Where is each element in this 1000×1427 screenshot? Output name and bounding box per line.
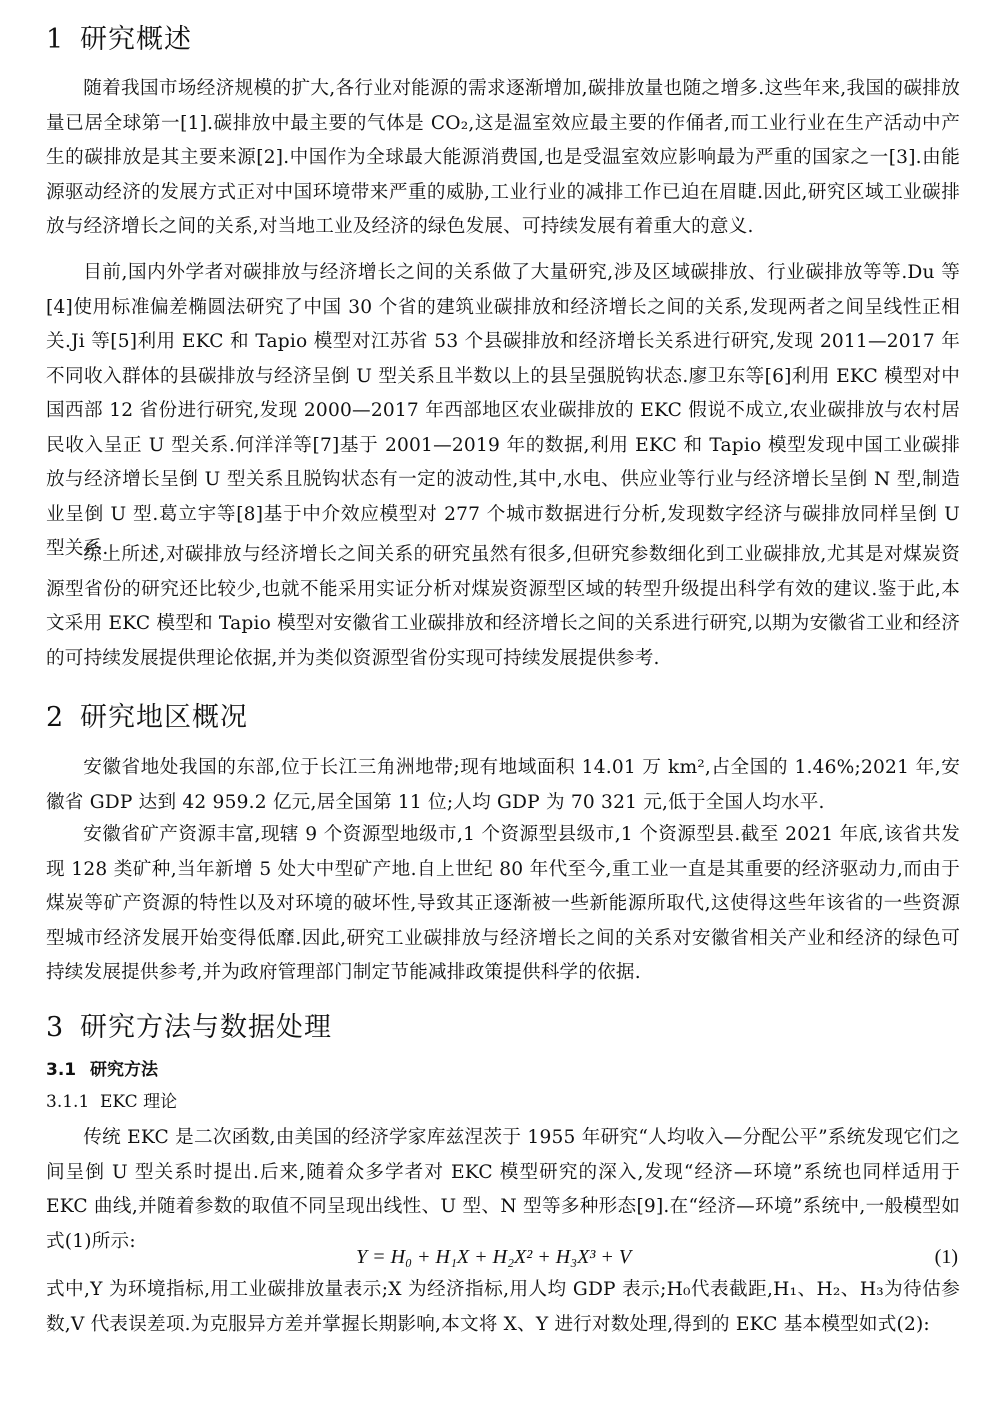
- paragraph: 安徽省地处我国的东部,位于长江三角洲地带;现有地域面积 14.01 万 km²,占全国的 1.46%;2021 年,安徽省 GDP 达到 42 959.2 亿元,居全国第 11 位;人均 GDP 为 70 321 元,低于全国人均水平.: [46, 757, 960, 813]
- paragraph: 式中,Y 为环境指标,用工业碳排放量表示;X 为经济指标,用人均 GDP 表示;H₀代表截距,H₁、H₂、H₃为待估参数,V 代表误差项.为克服异方差并掌握长期影响,本文将 X、Y 进行对数处理,得到的 EKC 基本模型如式(2):: [46, 1279, 960, 1335]
- equation-number: (1): [934, 1246, 958, 1268]
- paragraph: 安徽省矿产资源丰富,现辖 9 个资源型地级市,1 个资源型县级市,1 个资源型县.截至 2021 年底,该省共发现 128 类矿种,当年新增 5 处大中型矿产地.自上世纪 80 年代至今,重工业一直是其重要的经济驱动力,而由于煤炭等矿产资源的特性以及对环境的破坏性,导致其正逐渐被一些新能源所取代,这使得这些年该省的一些资源型城市经济发展开始变得低靡.因此,研究工业碳排放与经济增长之间的关系对安徽省相关产业和经济的绿色可持续发展提供参考,并为政府管理部门制定节能减排政策提供科学的依据.: [46, 824, 960, 983]
- subsection-heading: [46, 1058, 158, 1082]
- section-number: 2: [46, 702, 65, 733]
- paragraph: 随着我国市场经济规模的扩大,各行业对能源的需求逐渐增加,碳排放量也随之增多.这些年来,我国的碳排放量已居全球第一[1].碳排放中最主要的气体是 CO₂,这是温室效应最主要的作俑者,而工业行业在生产活动中产生的碳排放是其主要来源[2].中国作为全球最大能源消费国,也是受温室效应影响最为严重的国家之一[3].由能源驱动经济的发展方式正对中国环境带来严重的威胁,工业行业的减排工作已迫在眉睫.因此,研究区域工业碳排放与经济增长之间的关系,对当地工业及经济的绿色发展、可持续发展有着重大的意义.: [46, 78, 960, 237]
- paragraph: 目前,国内外学者对碳排放与经济增长之间的关系做了大量研究,涉及区域碳排放、行业碳排放等等.Du 等[4]使用标准偏差椭圆法研究了中国 30 个省的建筑业碳排放和经济增长之间的关系,发现两者之间呈线性正相关.Ji 等[5]利用 EKC 和 Tapio 模型对江苏省 53 个县碳排放和经济增长关系进行研究,发现 2011—2017 年不同收入群体的县碳排放与经济呈倒 U 型关系且半数以上的县呈强脱钩状态.廖卫东等[6]利用 EKC 模型对中国西部 12 省份进行研究,发现 2000—2017 年西部地区农业碳排放的 EKC 假说不成立,农业碳排放与农村居民收入呈正 U 型关系.何洋洋等[7]基于 2001—2019 年的数据,利用 EKC 和 Tapio 模型发现中国工业碳排放与经济增长呈倒 U 型关系且脱钩状态有一定的波动性,其中,水电、供应业等行业与经济增长呈倒 N 型,制造业呈倒 U 型.葛立宇等[8]基于中介效应模型对 277 个城市数据进行分析,发现数字经济与碳排放同样呈倒 U 型关系.: [46, 262, 960, 559]
- equation-formula: Y = H₀ + H₁X + H₂X² + H₃X³ + V: [356, 1246, 632, 1268]
- paragraph: 综上所述,对碳排放与经济增长之间关系的研究虽然有很多,但研究参数细化到工业碳排放,尤其是对煤炭资源型省份的研究还比较少,也就不能采用实证分析对煤炭资源型区域的转型升级提出科学有效的建议.鉴于此,本文采用 EKC 模型和 Tapio 模型对安徽省工业碳排放和经济增长之间的关系进行研究,以期为安徽省工业和经济的可持续发展提供理论依据,并为类似资源型省份实现可持续发展提供参考.: [46, 544, 960, 669]
- subsubsection-number: 3.1.1: [46, 1092, 90, 1112]
- subsubsection-heading: [46, 1090, 177, 1114]
- paragraph: 传统 EKC 是二次函数,由美国的经济学家库兹涅茨于 1955 年研究“人均收入—分配公平”系统发现它们之间呈倒 U 型关系时提出.后来,随着众多学者对 EKC 模型研究的深入,发现“经济—环境”系统也同样适用于 EKC 曲线,并随着参数的取值不同呈现出线性、U 型、N 型等多种形态[9].在“经济—环境”系统中,一般模型如式(1)所示:: [46, 1127, 960, 1252]
- section-title: 研究方法与数据处理: [80, 1012, 332, 1043]
- section-title: 研究概述: [80, 24, 192, 55]
- subsection-title: 研究方法: [90, 1060, 158, 1080]
- section-1-heading: [46, 22, 192, 58]
- subsection-number: 3.1: [46, 1060, 77, 1080]
- section-title: 研究地区概况: [80, 702, 248, 733]
- section-number: 3: [46, 1012, 65, 1043]
- section-2-heading: [46, 700, 248, 736]
- section-number: 1: [46, 24, 65, 55]
- section-3-heading: [46, 1010, 332, 1046]
- equation-1: [46, 1240, 960, 1274]
- subsubsection-title: EKC 理论: [100, 1092, 178, 1112]
